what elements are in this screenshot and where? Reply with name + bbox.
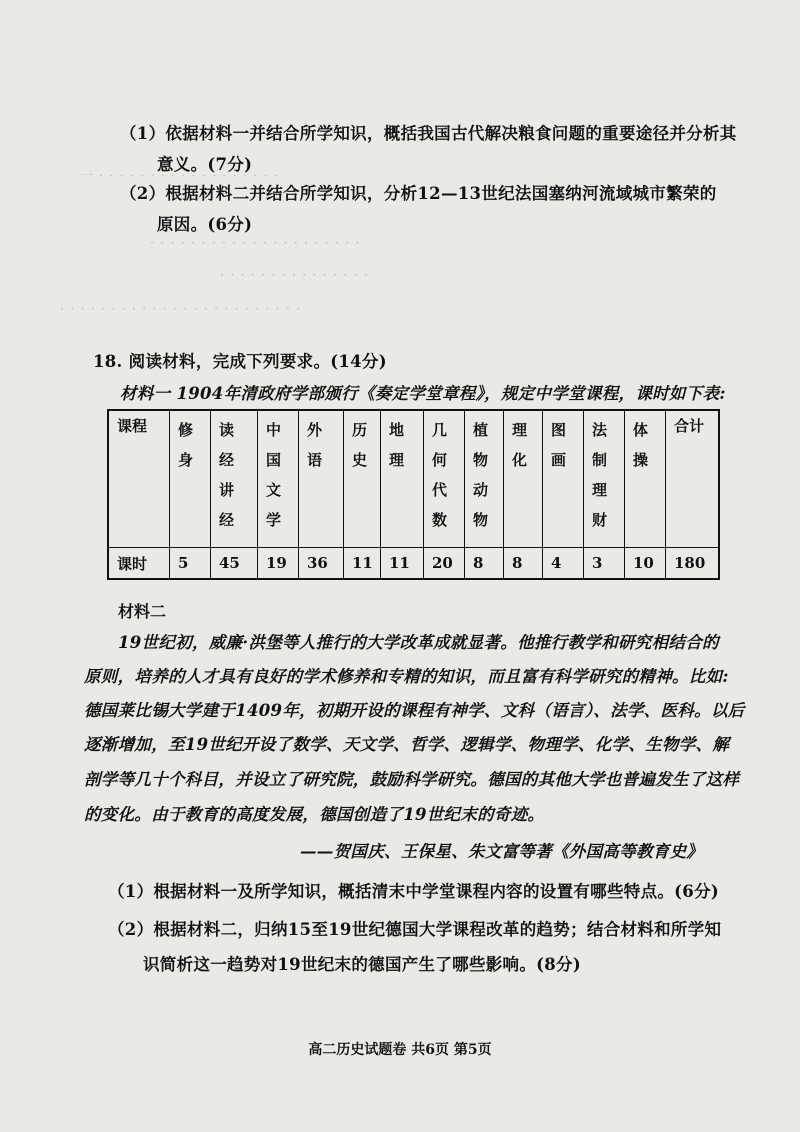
material2-title: 材料二 [118, 602, 167, 621]
subject-cell: 外 语 [299, 410, 344, 548]
subject-cell: 读 经 讲 经 [211, 410, 258, 548]
subject-cell: 植 物 动 物 [465, 410, 504, 548]
page-footer: 高二历史试题卷 共6页 第5页 [308, 1042, 492, 1058]
subject-cell: 中 国 文 学 [258, 410, 299, 548]
header-cell-course: 课程 [108, 410, 170, 548]
hours-cell: 5 [170, 548, 211, 580]
material2-line: 原则，培养的人才具有良好的学术修养和专精的知识，而且富有科学研究的精神。比如: [84, 667, 729, 686]
q18-part2-line1: （2）根据材料二，归纳15至19世纪德国大学课程改革的趋势；结合材料和所学知 [108, 920, 722, 939]
q18-part1: （1）根据材料一及所学知识，概括清末中学堂课程内容的设置有哪些特点。(6分) [108, 882, 719, 901]
bleed-through-text: · · · · · · · · · · · · · · · · · · · · · · · · [60, 302, 302, 317]
hours-cell: 8 [465, 548, 504, 580]
material2-line: 德国莱比锡大学建于1409年，初期开设的课程有神学、文科（语言）、法学、医科。以后 [84, 701, 745, 720]
total-cell: 合计 [666, 410, 720, 548]
q17-part2-line2: 原因。(6分) [157, 215, 253, 234]
hours-cell: 10 [625, 548, 666, 580]
subject-cell: 历 史 [344, 410, 381, 548]
q18-title: 18. 阅读材料，完成下列要求。(14分) [93, 352, 387, 371]
table-header-row [108, 410, 719, 548]
hours-row [108, 548, 719, 580]
subject-cell: 修 身 [170, 410, 211, 548]
q17-part2-line1: （2）根据材料二并结合所学知识，分析12—13世纪法国塞纳河流域城市繁荣的 [120, 184, 717, 203]
material2-source: ——贺国庆、王保星、朱文富等著《外国高等教育史》 [300, 842, 704, 861]
subject-cell: 法 制 理 财 [584, 410, 625, 548]
q17-part1-line2: 意义。(7分) [157, 155, 253, 174]
hours-cell: 11 [344, 548, 381, 580]
hours-cell: 45 [211, 548, 258, 580]
course-hours-table [107, 409, 720, 580]
subject-cell: 体 操 [625, 410, 666, 548]
material1-intro: 材料一 1904年清政府学部颁行《奏定学堂章程》，规定中学堂课程，课时如下表: [120, 384, 726, 403]
bleed-through-text: · · · · · · · · · · · · · · · [220, 268, 369, 283]
hours-cell: 4 [543, 548, 584, 580]
hours-cell: 11 [381, 548, 424, 580]
hours-cell: 20 [424, 548, 465, 580]
hours-cell: 8 [504, 548, 543, 580]
subject-cell: 几 何 代 数 [424, 410, 465, 548]
row-label-hours: 课时 [108, 548, 170, 580]
hours-cell: 36 [299, 548, 344, 580]
material2-line: 剖学等几十个科目，并设立了研究院，鼓励科学研究。德国的其他大学也普遍发生了这样 [84, 770, 740, 789]
subject-cell: 理 化 [504, 410, 543, 548]
material2-line: 19世纪初，威廉·洪堡等人推行的大学改革成就显著。他推行教学和研究相结合的 [118, 633, 719, 652]
hours-total-cell: 180 [666, 548, 720, 580]
hours-cell: 3 [584, 548, 625, 580]
hours-cell: 19 [258, 548, 299, 580]
bleed-through-text: 一 · · · · · · · · · · · · · · · · · · [80, 169, 279, 184]
subject-cell: 地 理 [381, 410, 424, 548]
material2-line: 的变化。由于教育的高度发展，德国创造了19世纪末的奇迹。 [84, 805, 545, 824]
q17-part1-line1: （1）依据材料一并结合所学知识，概括我国古代解决粮食问题的重要途径并分析其 [120, 124, 737, 143]
material2-line: 逐渐增加，至19世纪开设了数学、天文学、哲学、逻辑学、物理学、化学、生物学、解 [84, 735, 730, 754]
q18-part2-line2: 识简析这一趋势对19世纪末的德国产生了哪些影响。(8分) [143, 955, 581, 974]
bleed-through-text: · · · · · · · · · · · · · · · · · · · · · [150, 236, 361, 251]
subject-cell: 图 画 [543, 410, 584, 548]
